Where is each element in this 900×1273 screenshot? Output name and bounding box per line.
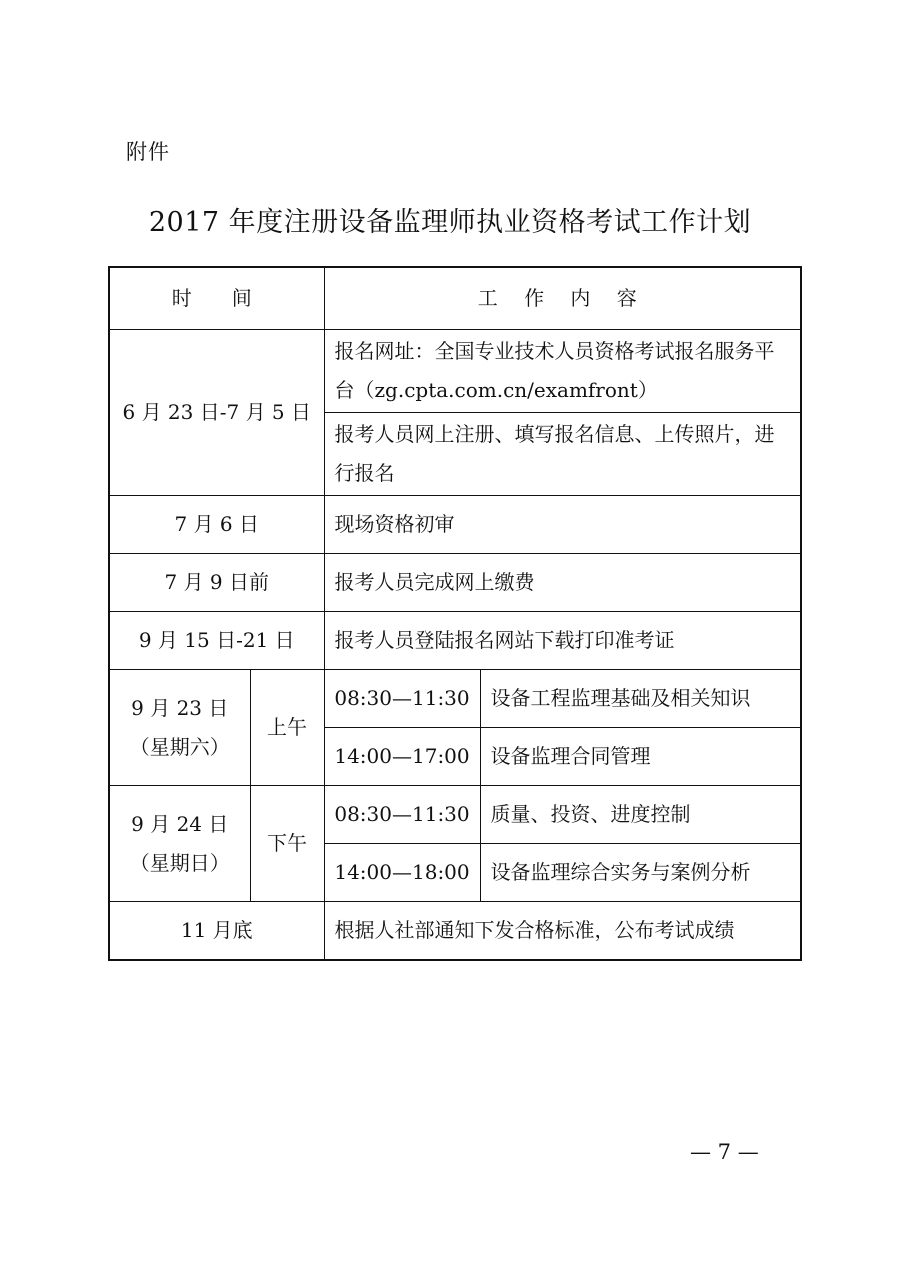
exam-session-subject: 设备工程监理基础及相关知识 xyxy=(480,670,801,728)
exam-day1-date xyxy=(109,670,250,786)
attachment-label: 附件 xyxy=(126,140,170,164)
exam-session-subject: 设备监理合同管理 xyxy=(480,728,801,786)
results-content: 根据人社部通知下发合格标准，公布考试成绩 xyxy=(324,902,801,961)
exam-session-time: 14:00—18:00 xyxy=(324,844,480,902)
results-time: 11 月底 xyxy=(109,902,324,961)
registration-time: 6 月 23 日-7 月 5 日 xyxy=(109,330,324,496)
exam-day1-weekday: （星期六） xyxy=(129,734,230,759)
exam-day1-date-text: 9 月 23 日 xyxy=(131,695,229,720)
registration-steps: 报考人员网上注册、填写报名信息、上传照片，进行报名 xyxy=(324,413,801,496)
exam-session-time: 08:30—11:30 xyxy=(324,670,480,728)
payment-time: 7 月 9 日前 xyxy=(109,554,324,612)
payment-content: 报考人员完成网上缴费 xyxy=(324,554,801,612)
exam-session-time: 14:00—17:00 xyxy=(324,728,480,786)
table-header-row xyxy=(109,267,801,330)
page-number: — 7 — xyxy=(690,1140,759,1164)
review-content: 现场资格初审 xyxy=(324,496,801,554)
table-row xyxy=(109,902,801,961)
admission-time: 9 月 15 日-21 日 xyxy=(109,612,324,670)
exam-day1-period: 上午 xyxy=(250,670,324,786)
registration-website: 报名网址：全国专业技术人员资格考试报名服务平台（zg.cpta.com.cn/examfront） xyxy=(324,330,801,413)
table-row xyxy=(109,670,801,728)
exam-day2-weekday: （星期日） xyxy=(129,850,230,875)
document-title: 2017 年度注册设备监理师执业资格考试工作计划 xyxy=(148,207,752,238)
table-row xyxy=(109,612,801,670)
exam-day2-date xyxy=(109,786,250,902)
table-row xyxy=(109,554,801,612)
header-time: 时 间 xyxy=(109,267,324,330)
exam-day2-date-text: 9 月 24 日 xyxy=(131,811,229,836)
exam-session-time: 08:30—11:30 xyxy=(324,786,480,844)
exam-day2-period: 下午 xyxy=(250,786,324,902)
review-time: 7 月 6 日 xyxy=(109,496,324,554)
exam-session-subject: 设备监理综合实务与案例分析 xyxy=(480,844,801,902)
table-row xyxy=(109,330,801,413)
exam-schedule-table xyxy=(108,266,802,961)
table-row xyxy=(109,496,801,554)
table-row xyxy=(109,786,801,844)
header-content: 工 作 内 容 xyxy=(324,267,801,330)
exam-session-subject: 质量、投资、进度控制 xyxy=(480,786,801,844)
admission-content: 报考人员登陆报名网站下载打印准考证 xyxy=(324,612,801,670)
